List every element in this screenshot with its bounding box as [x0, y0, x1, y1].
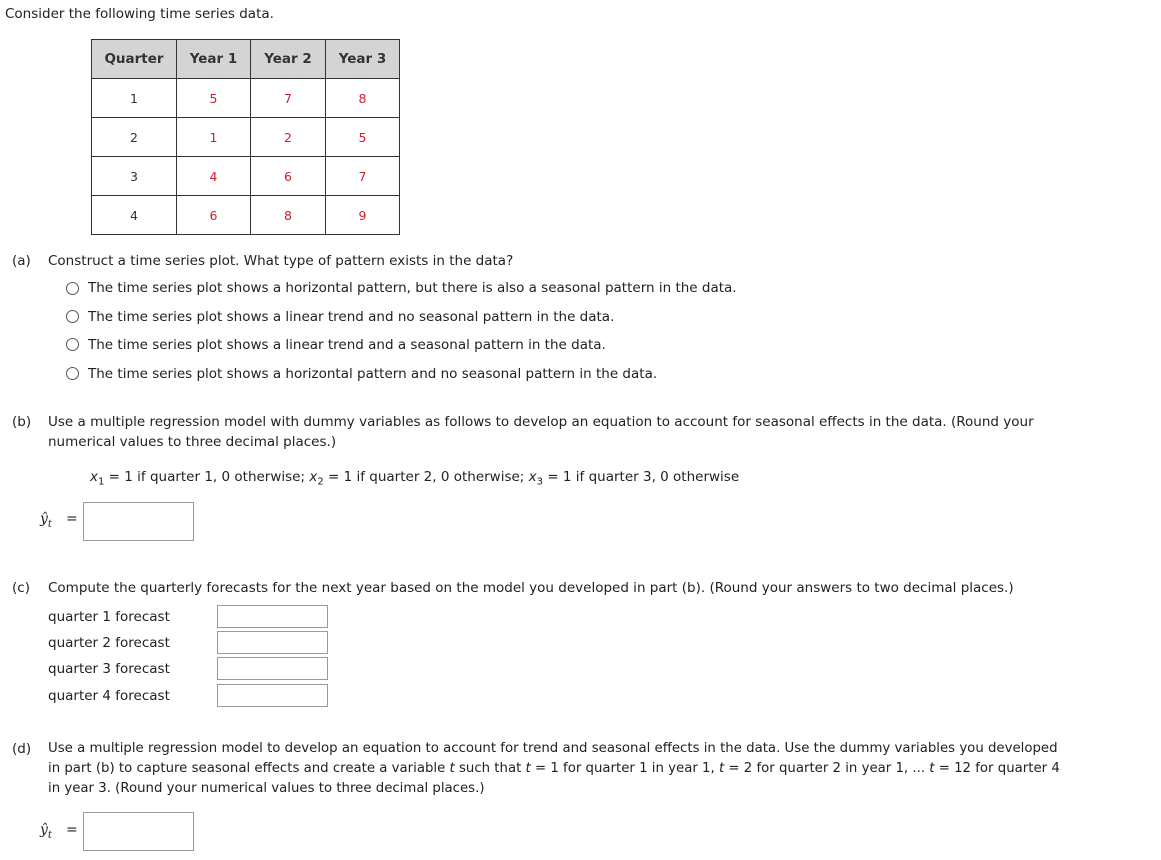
x-var: x	[528, 469, 537, 485]
table-cell: 1	[177, 118, 251, 157]
x2-text: = 1 if quarter 2, 0 otherwise;	[323, 469, 529, 485]
t-var: t	[718, 761, 725, 776]
radio-option-3[interactable]	[66, 338, 79, 351]
intro-text: Consider the following time series data.	[5, 6, 274, 22]
x3-sub: 3	[536, 476, 544, 488]
x-var: x	[90, 469, 98, 485]
table-row	[92, 118, 400, 157]
part-d-line-2	[48, 759, 1060, 779]
option-2-label: The time series plot shows a linear trend and no seasonal pattern in the data.	[88, 309, 615, 325]
table-cell: 7	[251, 79, 326, 118]
part-a-question: Construct a time series plot. What type of pattern exists in the data?	[48, 253, 514, 269]
radio-option-1[interactable]	[66, 282, 79, 295]
table-row	[92, 196, 400, 235]
table-cell: 2	[251, 118, 326, 157]
forecast-q1-label: quarter 1 forecast	[48, 609, 170, 625]
part-d-instructions	[48, 739, 1060, 799]
forecast-q4-label: quarter 4 forecast	[48, 688, 170, 704]
d-text: such that	[454, 761, 526, 776]
part-b-instructions	[48, 412, 1034, 452]
table-cell: 7	[326, 157, 400, 196]
table-cell: 8	[326, 79, 400, 118]
part-c-question: Compute the quarterly forecasts for the next year based on the model you developed in part (b). (Round your answers to two decimal places.)	[48, 580, 1014, 596]
d-text: = 1 for quarter 1 in year 1,	[530, 761, 719, 776]
time-series-table	[91, 39, 400, 235]
part-d-line-1: Use a multiple regression model to develop an equation to account for trend and seasonal effects in the data. Use the dummy variables you developed	[48, 741, 1058, 756]
table-cell: 2	[92, 118, 177, 157]
forecast-q3-input[interactable]	[217, 657, 328, 680]
table-cell: 1	[92, 79, 177, 118]
part-b-line-2: numerical values to three decimal places.)	[48, 434, 337, 450]
x-var: x	[309, 469, 318, 485]
header-quarter: Quarter	[92, 40, 177, 79]
table-header-row	[92, 40, 400, 79]
table-cell: 6	[251, 157, 326, 196]
t-var: t	[449, 761, 455, 776]
part-d-line-3: in year 3. (Round your numerical values to three decimal places.)	[48, 781, 485, 796]
table-cell: 3	[92, 157, 177, 196]
x2-sub: 2	[317, 476, 324, 488]
table-cell: 9	[326, 196, 400, 235]
yhat-b-symbol	[40, 511, 52, 530]
equals-b: =	[66, 511, 78, 527]
yhat-glyph: ŷ	[40, 511, 48, 527]
yhat-sub: t	[47, 829, 52, 841]
radio-option-4[interactable]	[66, 367, 79, 380]
forecast-q3-label: quarter 3 forecast	[48, 661, 170, 677]
part-c-label: (c)	[12, 580, 30, 596]
option-4-label: The time series plot shows a horizontal pattern and no seasonal pattern in the data.	[88, 366, 658, 382]
forecast-q4-input[interactable]	[217, 684, 328, 707]
t-var: t	[929, 761, 935, 776]
part-d-label: (d)	[12, 741, 32, 757]
t-var: t	[525, 761, 531, 776]
equals-d: =	[66, 822, 78, 838]
table-cell: 5	[177, 79, 251, 118]
header-year-1: Year 1	[177, 40, 251, 79]
part-a-label: (a)	[12, 253, 31, 269]
option-1-label: The time series plot shows a horizontal pattern, but there is also a seasonal pattern in the data.	[88, 280, 737, 296]
dummy-definitions	[90, 469, 739, 488]
x1-text: = 1 if quarter 1, 0 otherwise;	[104, 469, 310, 485]
x3-text: = 1 if quarter 3, 0 otherwise	[543, 469, 740, 485]
part-b-label: (b)	[12, 414, 32, 430]
equation-d-input[interactable]	[83, 812, 194, 851]
yhat-sub: t	[47, 518, 52, 530]
table-cell: 5	[326, 118, 400, 157]
header-year-2: Year 2	[251, 40, 326, 79]
d-text: in part (b) to capture seasonal effects and create a variable	[48, 761, 450, 776]
header-year-3: Year 3	[326, 40, 400, 79]
table-row	[92, 157, 400, 196]
option-3-label: The time series plot shows a linear trend and a seasonal pattern in the data.	[88, 337, 606, 353]
table-row	[92, 79, 400, 118]
x1-sub: 1	[98, 476, 105, 488]
yhat-d-symbol	[40, 822, 52, 841]
equation-b-input[interactable]	[83, 502, 194, 541]
table-cell: 6	[177, 196, 251, 235]
table-cell: 4	[92, 196, 177, 235]
forecast-q1-input[interactable]	[217, 605, 328, 628]
forecast-q2-input[interactable]	[217, 631, 328, 654]
d-text: = 2 for quarter 2 in year 1, ...	[724, 761, 930, 776]
part-b-line-1: Use a multiple regression model with dummy variables as follows to develop an equation to account for seasonal effects in the data. (Round your	[48, 414, 1034, 430]
radio-option-2[interactable]	[66, 310, 79, 323]
forecast-q2-label: quarter 2 forecast	[48, 635, 170, 651]
table-cell: 4	[177, 157, 251, 196]
yhat-glyph: ŷ	[40, 822, 48, 838]
table-cell: 8	[251, 196, 326, 235]
d-text: = 12 for quarter 4	[934, 761, 1060, 776]
